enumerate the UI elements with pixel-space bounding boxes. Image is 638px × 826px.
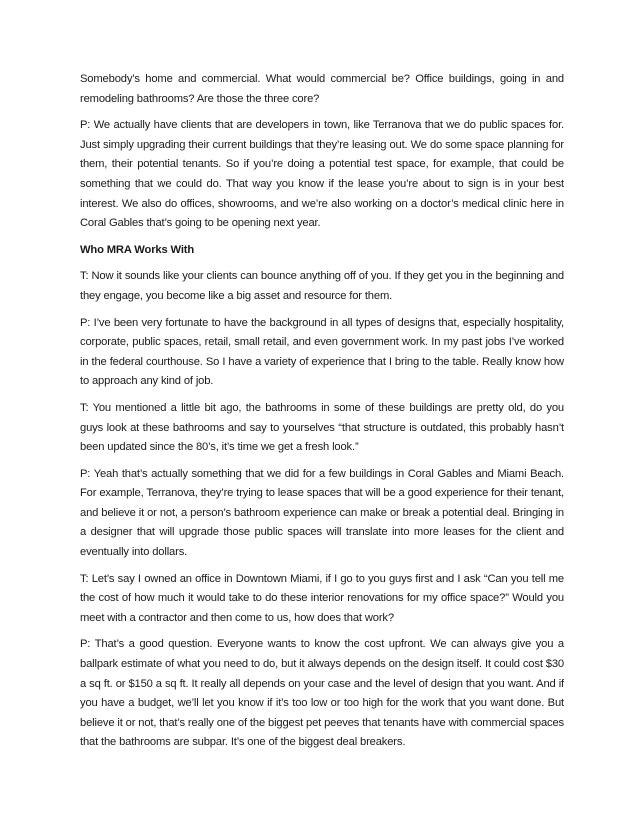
paragraph-intro: Somebody’s home and commercial. What would commercial be? Office buildings, going in and remodeling bathrooms? Are those the three core? xyxy=(80,73,564,105)
document-page xyxy=(80,70,564,760)
paragraph-background: P: I’ve been very fortunate to have the background in all types of designs that, especially hospitality, corporate, public spaces, retail, small retail, and even government work. In my past jobs I’ve worked in the federal courthouse. So I have a variety of experience that I bring to the table. Really know how to approach any kind of job. xyxy=(80,316,564,388)
paragraph-clients: P: We actually have clients that are developers in town, like Terranova that we do public spaces for. Just simply upgrading their current buildings that they’re leasing out. We do some space planning for them, their potential tenants. So if you’re doing a potential test space, for example, that could be something that we could do. That way you know if the lease you’re about to sign is in your best interest. We also do offices, showrooms, and we’re also working on a doctor’s medical clinic here in Coral Gables that’s going to be opening next year. xyxy=(80,119,564,230)
paragraph-bounce: T: Now it sounds like your clients can bounce anything off of you. If they get you in the beginning and they engage, you become like a big asset and resource for them. xyxy=(80,270,564,302)
section-heading: Who MRA Works With xyxy=(80,243,195,256)
paragraph-bathrooms-old: T: You mentioned a little bit ago, the bathrooms in some of these buildings are pretty old, do you guys look at these bathrooms and say to yourselves “that structure is outdated, this probably hasn’t been updated since the 80’s, it’s time we get a fresh look.” xyxy=(80,401,564,454)
paragraph-coral-gables: P: Yeah that’s actually something that we did for a few buildings in Coral Gables and Miami Beach. For example, Terranova, they’re trying to lease spaces that will be a good experience for their tenant, and believe it or not, a person’s bathroom experience can make or break a potential deal. Bringing in a designer that will upgrade those public spaces will translate into more leases for the client and eventually into dollars. xyxy=(80,467,564,559)
paragraph-downtown-miami: T: Let’s say I owned an office in Downtown Miami, if I go to you guys first and I ask “Can you tell me the cost of how much it would take to do these interior renovations for my office space?” Would you meet with a contractor and then come to us, how does that work? xyxy=(80,572,564,624)
paragraph-cost: P: That’s a good question. Everyone wants to know the cost upfront. We can always give you a ballpark estimate of what you need to do, but it always depends on the design itself. It could cost $30 a sq ft. or $150 a sq ft. It really all depends on your case and the level of design that you want. And if you have a budget, we’ll let you know if it’s too low or too high for the work that you want done. But believe it or not, that’s really one of the biggest pet peeves that tenants have with commercial spaces that the bathrooms are subpar. It’s one of the biggest deal breakers. xyxy=(80,638,564,749)
